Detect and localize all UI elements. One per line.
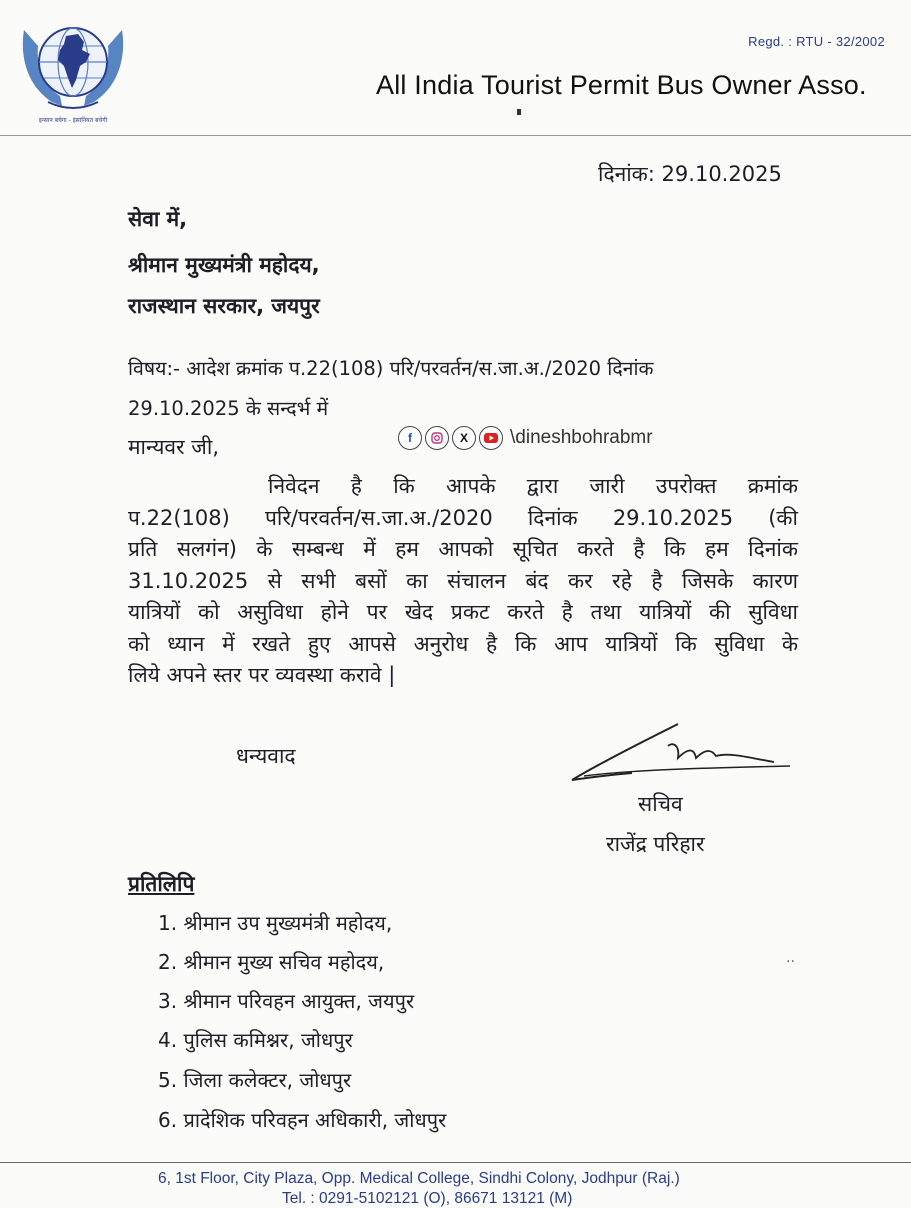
header-mark [517,109,521,115]
subject-line-2: 29.10.2025 के सन्दर्भ में [128,397,329,420]
salutation: मान्यवर जी, [128,435,220,459]
body-line: प्रति सलगंन) के सम्बन्ध में हम आपको सूचित करते है कि हम दिनांक [128,537,798,561]
copy-to-item: 1. श्रीमान उप मुख्यमंत्री महोदय, [158,911,393,935]
copy-to-heading: प्रतिलिपि [128,872,195,896]
body-line: लिये अपने स्तर पर व्यवस्था करावे | [128,663,396,687]
copy-to-item: 3. श्रीमान परिवहन आयुक्त, जयपुर [158,989,415,1013]
handwritten-signature [560,718,800,788]
association-logo [14,10,132,128]
addressee-line-2: श्रीमान मुख्यमंत्री महोदय, [128,253,320,277]
body-line: यात्रियों को असुविधा होने पर खेद प्रकट करते है तथा यात्रियों की सुविधा [128,600,798,624]
x-icon: X [452,426,476,450]
subject-line-1: विषय:- आदेश क्रमांक प.22(108) परि/परवर्तन/स.जा.अ./2020 दिनांक [128,357,654,380]
copy-to-item: 6. प्रादेशिक परिवहन अधिकारी, जोधपुर [158,1108,447,1132]
body-line: 31.10.2025 से सभी बसों का संचालन बंद कर रहे है जिसके कारण [128,568,798,593]
facebook-icon: f [398,426,422,450]
organization-name: All India Tourist Permit Bus Owner Asso. [376,70,867,100]
footer-telephone: Tel. : 0291-5102121 (O), 86671 13121 (M) [282,1190,573,1207]
addressee-line-3: राजस्थान सरकार, जयपुर [128,294,320,318]
signatory-title: सचिव [638,792,683,816]
stray-marks: .. [786,950,795,966]
registration-number: Regd. : RTU - 32/2002 [748,34,885,49]
body-line: प.22(108) परि/परवर्तन/स.जा.अ./2020 दिनांक 29.10.2025 (की [128,505,798,530]
copy-to-item: 2. श्रीमान मुख्य सचिव महोदय, [158,950,385,974]
header-divider [0,135,911,136]
logo-caption: इन्सान बचेगा - इंसानियत बचेगी [38,117,108,124]
instagram-icon [425,426,449,450]
social-handle: \dineshbohrabmr [510,427,653,448]
letter-body [128,471,798,692]
footer-divider [0,1162,911,1163]
social-watermark [398,426,653,450]
letter-date: दिनांक: 29.10.2025 [598,162,782,186]
youtube-icon [479,426,503,450]
copy-to-item: 5. जिला कलेक्टर, जोधपुर [158,1068,352,1092]
footer-address: 6, 1st Floor, City Plaza, Opp. Medical College, Sindhi Colony, Jodhpur (Raj.) [158,1170,680,1187]
addressee-line-1: सेवा में, [128,207,188,231]
body-line: निवेदन है कि आपके द्वारा जारी उपरोक्त क्रमांक [268,474,798,498]
body-line: को ध्यान में रखते हुए आपसे अनुरोध है कि आप यात्रियों कि सुविधा के [128,631,798,656]
copy-to-item: 4. पुलिस कमिश्नर, जोधपुर [158,1028,353,1052]
signatory-name: राजेंद्र परिहार [606,832,705,856]
closing-thanks: धन्यवाद [236,744,296,768]
